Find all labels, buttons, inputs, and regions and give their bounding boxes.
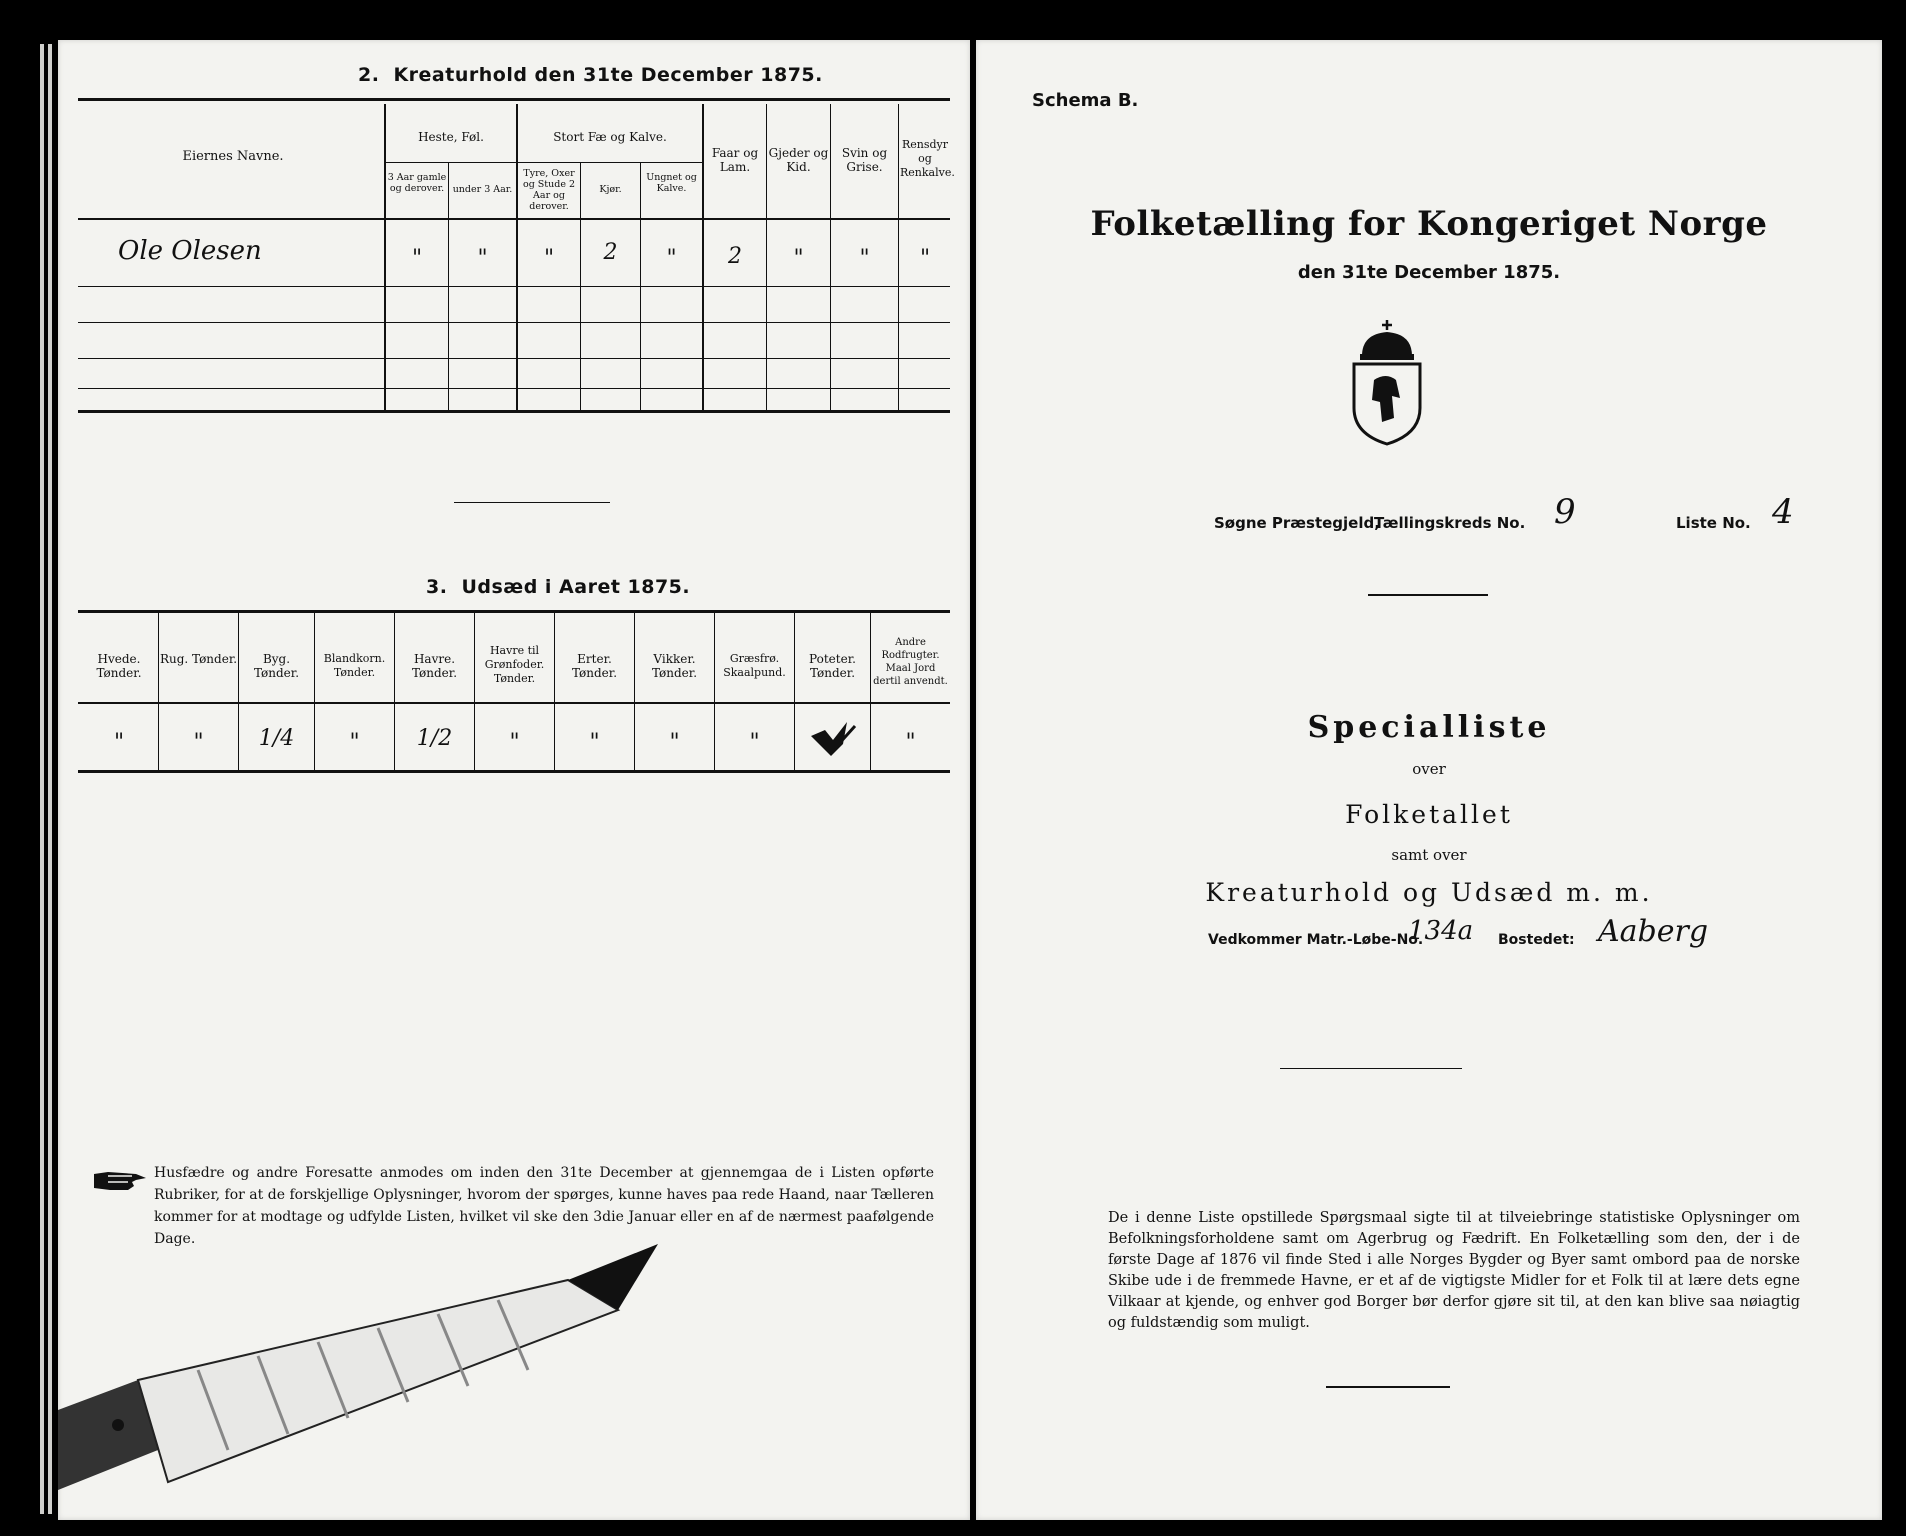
- col-header: Ungnet og Kalve.: [646, 172, 697, 194]
- seed-cell: 1/2: [416, 726, 453, 751]
- ink-blot: [803, 716, 863, 766]
- col-header: under 3 Aar.: [452, 184, 513, 195]
- col-header: Faar og Lam.: [711, 146, 759, 174]
- owner-header: Eiernes Navne.: [182, 149, 284, 164]
- table-cell: ": [793, 246, 804, 271]
- seed-header: Blandkorn. Tønder.: [323, 652, 386, 679]
- left-page: [58, 40, 970, 1520]
- seed-cell: ": [749, 730, 760, 755]
- seed-table-bottom-rule: [78, 770, 950, 773]
- seed-cell: ": [589, 730, 600, 755]
- liste-number: 4: [1772, 492, 1794, 532]
- right-page: [976, 40, 1882, 1520]
- prestegjeld-label: Søgne Præstegjeld,: [1214, 514, 1380, 532]
- table-cell: ": [859, 246, 870, 271]
- group-header-cattle: Stort Fæ og Kalve.: [553, 130, 667, 144]
- kreds-label: Tællingskreds No.: [1374, 514, 1526, 532]
- matr-number: 134a: [1408, 916, 1474, 946]
- table-cell: ": [666, 246, 677, 271]
- bostedet-value: Aaberg: [1598, 914, 1709, 949]
- seed-table-top-rule: [78, 610, 950, 613]
- col-header: Gjeder og Kid.: [768, 146, 829, 174]
- page-title: Folketælling for Kongeriget Norge: [1090, 204, 1768, 244]
- table-col-rule: [640, 162, 641, 410]
- table-header-rule: [78, 218, 950, 220]
- table-col-rule: [448, 162, 449, 410]
- table-cell: ": [919, 246, 931, 271]
- section2-title: [358, 64, 823, 86]
- table-col-rule: [580, 162, 581, 410]
- section2-title-text: Kreaturhold den 31te December 1875.: [393, 64, 823, 86]
- matr-label: Vedkommer Matr.-Løbe-No.: [1208, 932, 1424, 948]
- divider: [1368, 594, 1488, 596]
- pen-icon: [58, 1220, 678, 1520]
- col-header: Rensdyr og Renkalve.: [900, 138, 955, 179]
- table-cell: ": [543, 246, 555, 271]
- table-cell: ": [411, 246, 423, 271]
- census-date: den 31te December 1875.: [1297, 262, 1561, 283]
- table-col-rule: [898, 104, 899, 410]
- group-header-horses: Heste, Føl.: [418, 130, 484, 144]
- separator-rule: [454, 502, 610, 503]
- kreaturhold-heading: Kreaturhold og Udsæd m. m.: [1205, 878, 1653, 907]
- kreds-number: 9: [1554, 492, 1576, 532]
- table-top-rule: [78, 98, 950, 101]
- divider: [1326, 1386, 1450, 1388]
- section3-title: [426, 576, 690, 598]
- group-sub-rule: [384, 162, 518, 163]
- page-stack-edge: [40, 44, 44, 1514]
- page-stack-edge: [48, 44, 52, 1514]
- seed-header: Vikker. Tønder.: [651, 652, 698, 680]
- table-bottom-rule: [78, 410, 950, 413]
- seed-header: Poteter. Tønder.: [809, 652, 856, 680]
- seed-cell: ": [349, 730, 360, 755]
- samt-over-text: samt over: [1391, 846, 1467, 864]
- col-header: 3 Aar gamle og derover.: [387, 172, 447, 194]
- seed-table-header-rule: [78, 702, 950, 704]
- bostedet-label: Bostedet:: [1498, 932, 1575, 948]
- divider: [1280, 1068, 1462, 1069]
- specialliste-heading: Specialliste: [1307, 710, 1551, 745]
- over-text: over: [1412, 760, 1446, 778]
- section3-title-text: Udsæd i Aaret 1875.: [461, 576, 691, 598]
- table-row-rule: [78, 322, 950, 323]
- seed-cell: ": [113, 730, 125, 755]
- col-header: Tyre, Oxer og Stude 2 Aar og derover.: [522, 168, 576, 212]
- col-header: Svin og Grise.: [841, 146, 888, 174]
- seed-header: Havre. Tønder.: [411, 652, 458, 680]
- seed-header: Andre Rodfrugter. Maal Jord dertil anvendt.: [873, 637, 948, 687]
- table-row-rule: [78, 388, 950, 389]
- seed-header: Rug. Tønder.: [159, 652, 238, 666]
- seed-header: Byg. Tønder.: [253, 652, 300, 680]
- table-row-rule: [78, 358, 950, 359]
- table-cell: 2: [728, 244, 742, 269]
- seed-header: Havre til Grønfoder. Tønder.: [484, 644, 545, 685]
- col-header: Kjør.: [599, 184, 622, 195]
- schema-label: Schema B.: [1032, 90, 1139, 111]
- seed-header: Hvede. Tønder.: [96, 652, 142, 680]
- liste-label: Liste No.: [1676, 514, 1751, 532]
- seed-cell: ": [669, 730, 680, 755]
- group-sub-rule: [516, 162, 704, 163]
- seed-cell: ": [509, 730, 520, 755]
- table-cell: ": [477, 246, 488, 271]
- seed-cell: 1/4: [258, 726, 295, 751]
- owner-name: Ole Olesen: [118, 236, 262, 266]
- seed-header: Erter. Tønder.: [571, 652, 618, 680]
- pointing-hand-icon: [92, 1168, 148, 1194]
- notice-text: Husfædre og andre Foresatte anmodes om inden den 31te December at gjennemgaa de i Listen opførte Rubriker, for at de forskjellige Oplysninger, hvorom der spørges, kunne haves paa rede Haand, naar Tælleren kommer for at modtage og udfylde Listen, hvilket vil ske den 3die Januar eller en af de nærmest paafølgende Dage.: [154, 1165, 934, 1247]
- seed-header: Græsfrø. Skaalpund.: [723, 652, 786, 679]
- table-cell: 2: [603, 240, 618, 265]
- seed-cell: ": [193, 730, 204, 755]
- coat-of-arms-icon: [1346, 318, 1428, 446]
- section2-number: 2.: [358, 64, 380, 86]
- explanation-paragraph: De i denne Liste opstillede Spørgsmaal sigte til at tilveiebringe statistiske Oplysninger om Befolkningsforholdene samt om Agerbrug og Fædrift. En Folketælling som den, der i de første Dage af 1876 vil finde Sted i alle Norges Bygder og Byer samt ombord paa de norske Skibe ude i de fremmede Havne, er et af de vigtigste Midler for et Folk til at lære dets egne Vilkaar at kjende, og enhver god Borger bør derfor gjøre sit til, at den kan blive saa nøiagtig og fuldstændig som muligt.: [1108, 1210, 1800, 1331]
- seed-cell: ": [905, 730, 916, 755]
- section3-number: 3.: [426, 576, 448, 598]
- seed-col-rule: [794, 612, 795, 772]
- folketallet-heading: Folketallet: [1345, 800, 1513, 829]
- table-row-rule: [78, 286, 950, 287]
